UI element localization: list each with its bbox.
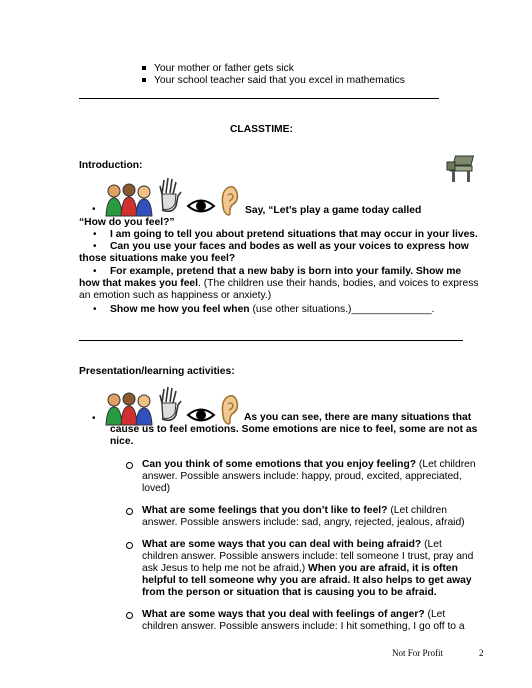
eye-icon <box>186 196 216 216</box>
hand-icon <box>158 176 182 212</box>
eye-icon <box>186 405 216 425</box>
question-3-cont4: from the person or situation that is causing you to be afraid. <box>142 587 437 598</box>
say-line: Say, “Let’s play a game today called <box>245 205 422 216</box>
presentation-lead-cont: cause us to feel emotions. Some emotions are nice to feel, some are not as <box>110 424 478 435</box>
page-number: 2 <box>479 648 484 658</box>
ear-icon <box>218 185 240 217</box>
intro-bullet-3-cont2: an emotion such as happiness or anxiety.) <box>79 290 272 301</box>
hollow-bullet-icon <box>126 612 133 619</box>
presentation-heading: Presentation/learning activities: <box>79 366 235 377</box>
hollow-bullet-icon <box>126 542 133 549</box>
intro-bullet-2: Can you use your faces and bodes as well as your voices to express how <box>110 241 469 252</box>
intro-bullet-3: For example, pretend that a new baby is born into your family. Show me <box>110 266 462 277</box>
bullet-icon: • <box>93 304 97 315</box>
footer-label: Not For Profit <box>392 648 444 658</box>
divider <box>79 98 439 99</box>
square-bullet-icon <box>142 78 146 82</box>
children-group-icon <box>103 183 155 217</box>
hollow-bullet-icon <box>126 462 133 469</box>
question-4: What are some ways that you deal with feelings of anger? (Let <box>142 609 446 620</box>
presentation-lead: As you can see, there are many situations that <box>244 412 472 423</box>
school-desk-icon <box>446 154 478 184</box>
hollow-bullet-icon <box>126 508 133 515</box>
question-3-cont3: helpful to tell someone why you are afraid. It also helps to get away <box>142 575 472 586</box>
divider <box>79 340 463 341</box>
question-4-cont: children answer. Possible answers include: I hit something, I go off to a <box>142 621 465 632</box>
question-3-cont: children answer. Possible answers include: tell someone I trust, pray and <box>142 551 474 562</box>
ear-icon <box>218 394 240 426</box>
classtime-title: CLASSTIME: <box>230 124 293 135</box>
intro-bullet-1: I am going to tell you about pretend situations that may occur in your lives. <box>110 229 478 240</box>
intro-bullet-2-cont: those situations make you feel? <box>79 253 236 264</box>
question-3-cont2: ask Jesus to help me not be afraid,) When you are afraid, it is often <box>142 563 458 574</box>
intro-bullet-3-cont: how that makes you feel. (The children use their hands, bodies, and voices to express <box>79 278 479 289</box>
bullet-icon: • <box>93 241 97 252</box>
children-group-icon <box>103 392 155 426</box>
bullet-icon: • <box>92 204 96 215</box>
list-item: Your school teacher said that you excel in mathematics <box>142 75 405 87</box>
introduction-heading: Introduction: <box>79 160 143 171</box>
list-item: Your mother or father gets sick <box>142 63 294 75</box>
bullet-icon: • <box>92 413 96 424</box>
presentation-lead-cont2: nice. <box>110 436 134 447</box>
question-1: Can you think of some emotions that you enjoy feeling? (Let children <box>142 459 476 470</box>
question-2: What are some feelings that you don’t like to feel? (Let children <box>142 505 447 516</box>
square-bullet-icon <box>142 66 146 70</box>
hand-icon <box>158 385 182 421</box>
question-1-cont2: loved) <box>142 483 171 494</box>
say-line-continued: “How do you feel?” <box>79 217 175 228</box>
question-1-cont: answer. Possible answers include: happy, proud, excited, appreciated, <box>142 471 462 482</box>
bullet-icon: • <box>93 266 97 277</box>
bullet-icon: • <box>93 229 97 240</box>
question-3: What are some ways that you can deal with being afraid? (Let <box>142 539 442 550</box>
question-2-cont: answer. Possible answers include: sad, angry, rejected, jealous, afraid) <box>142 517 465 528</box>
intro-bullet-4: Show me how you feel when (use other situations.)______________. <box>110 304 435 315</box>
